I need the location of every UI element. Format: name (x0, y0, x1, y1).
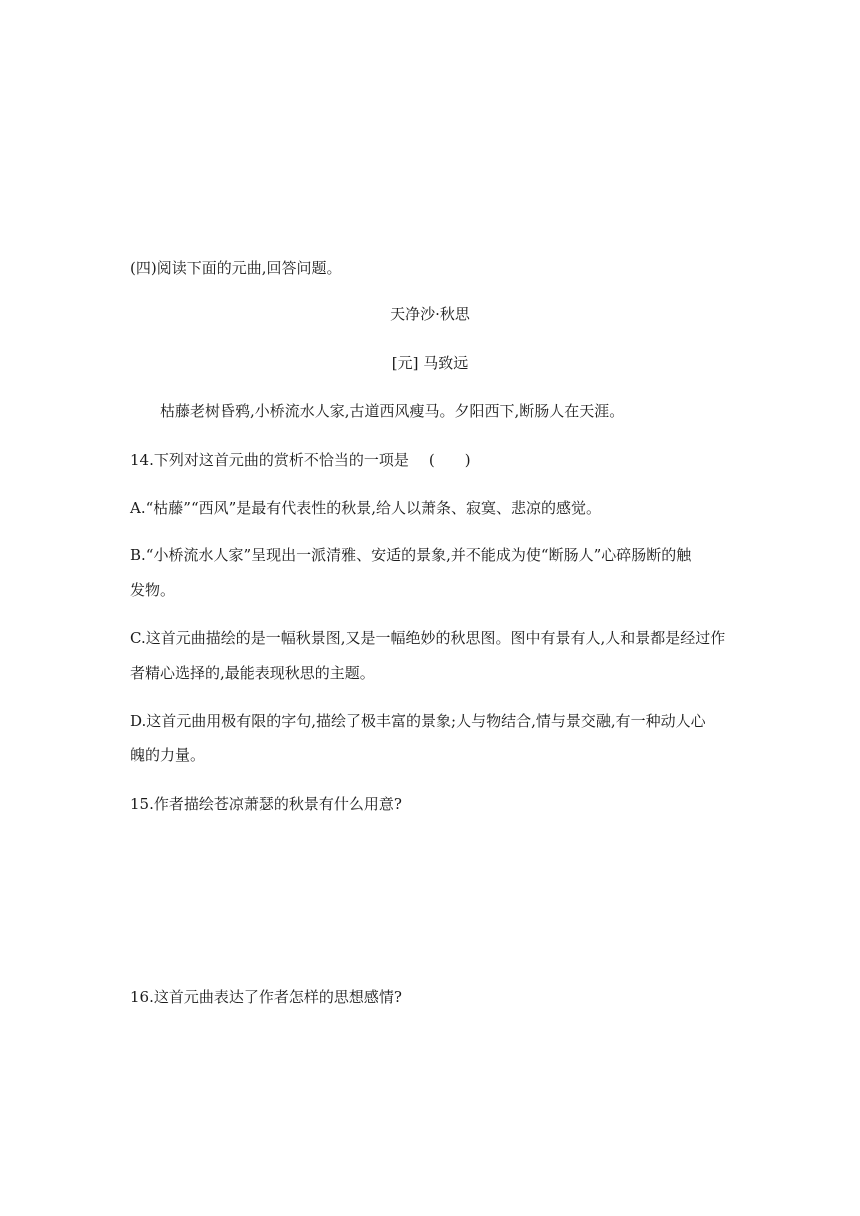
question-14-stem (130, 450, 471, 470)
question-stem-text: 14.下列对这首元曲的赏析不恰当的一项是 (130, 451, 409, 469)
question-15-stem: 15.作者描绘苍凉萧瑟的秋景有什么用意? (130, 795, 402, 813)
option-b-line-2: 发物。 (130, 581, 176, 599)
poem-author: [元] 马致远 (391, 354, 469, 372)
poem-title: 天净沙·秋思 (390, 305, 470, 323)
option-d-line-2: 魄的力量。 (130, 746, 206, 764)
option-d-line-1: D.这首元曲用极有限的字句,描绘了极丰富的景象;人与物结合,情与景交融,有一种动人心 (130, 712, 706, 730)
option-a: A.“枯藤”“西风”是最有代表性的秋景,给人以萧条、寂寞、悲凉的感觉。 (130, 499, 602, 517)
question-16-stem: 16.这首元曲表达了作者怎样的思想感情? (130, 988, 402, 1006)
option-c-line-1: C.这首元曲描绘的是一幅秋景图,又是一幅绝妙的秋思图。图中有景有人,人和景都是经过作 (130, 629, 726, 647)
answer-blank: ( ) (428, 451, 471, 469)
section-heading: (四)阅读下面的元曲,回答问题。 (130, 259, 342, 277)
option-b-line-1: B.“小桥流水人家”呈现出一派清雅、安适的景象,并不能成为使“断肠人”心碎肠断的触 (130, 546, 692, 564)
option-c-line-2: 者精心选择的,最能表现秋思的主题。 (130, 664, 375, 682)
poem-text: 枯藤老树昏鸦,小桥流水人家,古道西风瘦马。夕阳西下,断肠人在天涯。 (160, 402, 625, 420)
